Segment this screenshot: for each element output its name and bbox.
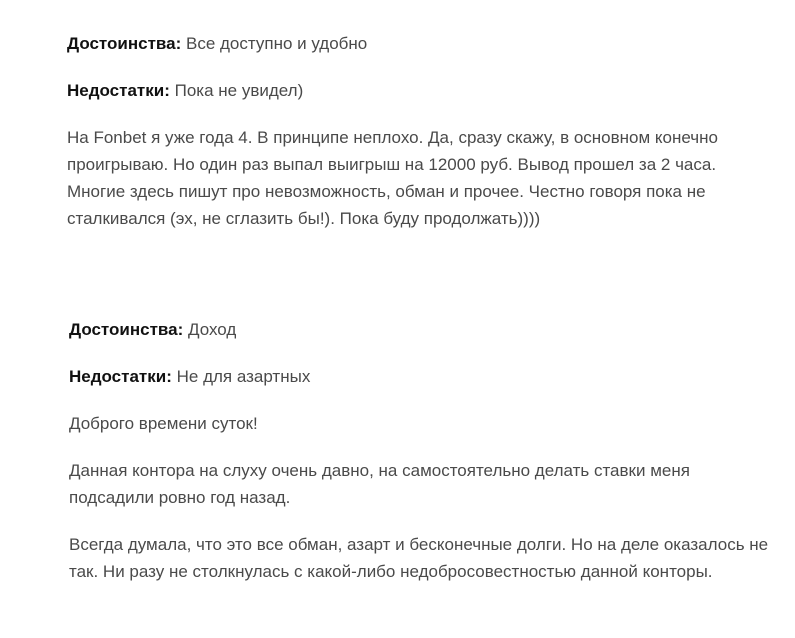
review-text: На Fonbet я уже года 4. В принципе неплохо. Да, сразу скажу, в основном конечно проигрываю. Но один раз выпал выигрыш на 12000 руб. Вывод прошел за 2 часа. Многие здесь пишут про невозможность, обман и прочее. Честно говоря пока не сталкивался (эх, не сглазить бы!). Пока буду продолжать)))): [67, 128, 718, 228]
cons-label: Недостатки:: [69, 367, 172, 386]
cons-label: Недостатки:: [67, 81, 170, 100]
review-cons: [67, 77, 767, 104]
review-pros: [67, 30, 767, 57]
pros-value: Доход: [188, 320, 237, 339]
pros-value: Все доступно и удобно: [186, 34, 368, 53]
review-text: Данная контора на слуху очень давно, на самостоятельно делать ставки меня подсадили ровно год назад.: [69, 461, 690, 507]
cons-value: Пока не увидел): [174, 81, 304, 100]
review-cons: [69, 363, 769, 390]
cons-value: Не для азартных: [176, 367, 311, 386]
pros-label: Достоинства:: [69, 320, 184, 339]
review-item: [67, 30, 767, 252]
review-item: [69, 316, 769, 605]
review-text: Всегда думала, что это все обман, азарт и бесконечные долги. Но на деле оказалось не так. Ни разу не столкнулась с какой-либо недобросовестностью данной конторы.: [69, 535, 769, 581]
review-text: Доброго времени суток!: [69, 414, 258, 433]
review-pros: [69, 316, 769, 343]
pros-label: Достоинства:: [67, 34, 182, 53]
